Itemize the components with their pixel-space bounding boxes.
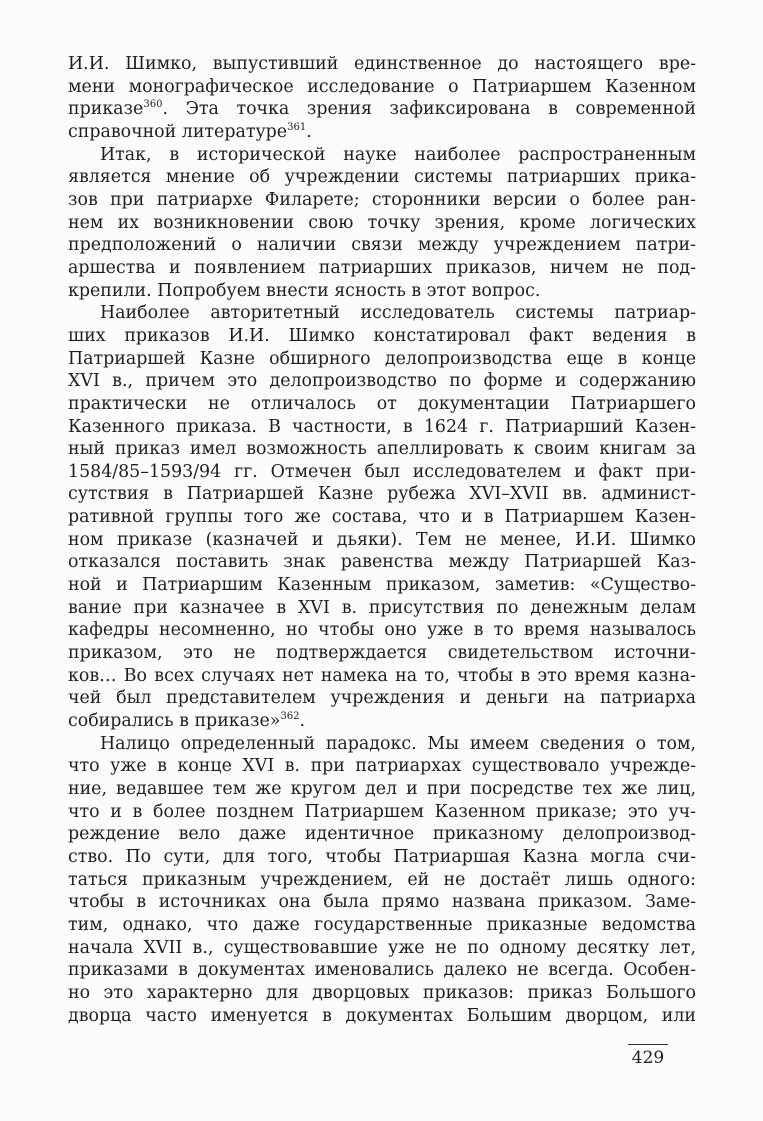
line-text: начала XVII в., существовавшие уже не по одному десятку лет, bbox=[68, 937, 696, 958]
text-line bbox=[68, 937, 696, 960]
text-line bbox=[68, 529, 696, 552]
text-line bbox=[68, 98, 696, 121]
text-line bbox=[68, 869, 696, 892]
paragraph bbox=[68, 733, 696, 1028]
line-text: ном приказе (казначей и дьяки). Тем не менее, И.И. Шимко bbox=[68, 529, 696, 550]
text-line bbox=[68, 551, 696, 574]
line-text: ство. По сути, для того, чтобы Патриаршая Казна могла счи- bbox=[68, 846, 696, 867]
paragraph bbox=[68, 144, 696, 303]
line-text: . Эта точка зрения зафиксирована в современной bbox=[162, 99, 696, 120]
text-line bbox=[68, 438, 696, 461]
text-line bbox=[68, 642, 696, 665]
text-line bbox=[68, 461, 696, 484]
line-text: является мнение об учреждении системы патриарших прика- bbox=[68, 167, 696, 188]
line-text: ние, ведавшее тем же кругом дел и при посредстве тех же лиц, bbox=[68, 779, 696, 799]
text-line bbox=[68, 506, 696, 529]
line-text: чтобы в источниках она была прямо названа приказом. Заме- bbox=[68, 892, 696, 913]
line-text: реждение вело даже идентичное приказному делопроизвод- bbox=[68, 824, 696, 845]
line-text: ков… Во всех случаях нет намека на то, чтобы в это время казна- bbox=[68, 665, 696, 686]
paragraph bbox=[68, 302, 696, 732]
line-text: чей был представителем учреждения и деньги на патриарха bbox=[68, 688, 696, 709]
line-text: ративной группы того же состава, что и в Патриаршем Казен- bbox=[68, 507, 696, 528]
text-line bbox=[68, 280, 696, 303]
line-text: практически не отличалось от документации Патриаршего bbox=[68, 393, 696, 414]
line-text: сутствия в Патриаршей Казне рубежа XVI–XVII вв. админист- bbox=[68, 484, 696, 505]
line-text: ной и Патриаршим Казенным приказом, заметив: «Существо- bbox=[68, 575, 696, 596]
text-line bbox=[68, 370, 696, 393]
line-text: крепили. Попробуем внести ясность в этот вопрос. bbox=[68, 280, 541, 301]
text-line bbox=[68, 914, 696, 937]
text-line bbox=[68, 166, 696, 189]
paragraph bbox=[68, 53, 696, 144]
text-line bbox=[68, 982, 696, 1005]
text-line bbox=[68, 348, 696, 371]
line-text: приказе bbox=[68, 99, 144, 120]
line-text: что и в более позднем Патриаршем Казенном приказе; это уч- bbox=[68, 801, 696, 822]
line-text: ших приказов И.И. Шимко констатировал факт ведения в bbox=[68, 325, 696, 346]
text-line bbox=[68, 393, 696, 416]
text-line bbox=[68, 710, 696, 733]
line-text: что уже в конце XVI в. при патриархах существовало учрежде- bbox=[68, 756, 696, 777]
line-text: кафедры несомненно, но чтобы оно уже в то время называлось bbox=[68, 620, 696, 641]
text-line bbox=[68, 574, 696, 597]
text-line bbox=[68, 733, 696, 756]
text-line bbox=[68, 257, 696, 280]
line-text: собирались в приказе» bbox=[68, 711, 281, 732]
text-line bbox=[68, 234, 696, 257]
line-text: таться приказным учреждением, ей не достаёт лишь одного: bbox=[68, 869, 696, 890]
line-text: справочной литературе bbox=[68, 121, 288, 142]
text-line bbox=[68, 959, 696, 982]
line-text: зов при патриархе Филарете; сторонники версии о более ран- bbox=[68, 189, 696, 210]
page-number: 429 bbox=[628, 1044, 668, 1068]
body-text bbox=[68, 53, 696, 1027]
text-line bbox=[68, 846, 696, 869]
line-text: Наиболее авторитетный исследователь системы патриар- bbox=[100, 303, 696, 324]
text-line bbox=[68, 302, 696, 325]
line-text: мени монографическое исследование о Патриаршем Казенном bbox=[68, 76, 696, 97]
text-line bbox=[68, 483, 696, 506]
line-text: приказами в документах именовались далеко не всегда. Особен- bbox=[68, 960, 696, 981]
line-text: дворца часто именуется в документах Большим дворцом, или bbox=[68, 1005, 696, 1026]
line-text: Патриаршей Казне обширного делопроизводства еще в конце bbox=[68, 348, 696, 369]
line-text: XVI в., причем это делопроизводство по форме и содержанию bbox=[68, 371, 696, 392]
text-line bbox=[68, 891, 696, 914]
line-text: И.И. Шимко, выпустивший единственное до настоящего вре- bbox=[68, 54, 696, 74]
text-line bbox=[68, 144, 696, 167]
line-text: но это характерно для дворцовых приказов: приказ Большого bbox=[68, 982, 696, 1003]
line-text: ный приказ имел возможность апеллировать к своим книгам за bbox=[68, 439, 696, 460]
text-line bbox=[68, 212, 696, 235]
line-text: отказался поставить знак равенства между Патриаршей Каз- bbox=[68, 552, 696, 573]
line-text: Налицо определенный парадокс. Мы имеем сведения о том, bbox=[100, 733, 696, 754]
line-text: предположений о наличии связи между учреждением патри- bbox=[68, 235, 696, 256]
line-text: вание при казначее в XVI в. присутствия по денежным делам bbox=[68, 597, 696, 618]
text-line bbox=[68, 801, 696, 824]
text-line bbox=[68, 53, 696, 76]
line-text: Итак, в исторической науке наиболее распространенным bbox=[100, 144, 696, 165]
text-line bbox=[68, 121, 696, 144]
text-line bbox=[68, 76, 696, 99]
text-line bbox=[68, 189, 696, 212]
line-text: . bbox=[306, 121, 312, 142]
text-line bbox=[68, 1005, 696, 1028]
line-text: Казенного приказа. В частности, в 1624 г. Патриарший Казен- bbox=[68, 416, 696, 437]
text-line bbox=[68, 778, 696, 801]
text-line bbox=[68, 597, 696, 620]
text-line bbox=[68, 755, 696, 778]
line-text: нем их возникновении свою точку зрения, кроме логических bbox=[68, 212, 696, 233]
line-text: приказом, это не подтверждается свидетельством источни- bbox=[68, 643, 696, 664]
text-line bbox=[68, 325, 696, 348]
line-text: . bbox=[299, 711, 306, 732]
footnote-ref: 361 bbox=[287, 121, 307, 133]
line-text: 1584/85–1593/94 гг. Отмечен был исследователем и факт при- bbox=[68, 461, 696, 482]
footnote-ref: 362 bbox=[280, 711, 300, 723]
line-text: аршества и появлением патриарших приказов, ничем не под- bbox=[68, 257, 696, 278]
text-line bbox=[68, 416, 696, 439]
text-line bbox=[68, 823, 696, 846]
line-text: тим, однако, что даже государственные приказные ведомства bbox=[68, 914, 696, 935]
text-line bbox=[68, 665, 696, 688]
text-line bbox=[68, 687, 696, 710]
text-line bbox=[68, 619, 696, 642]
footnote-ref: 360 bbox=[143, 99, 163, 111]
